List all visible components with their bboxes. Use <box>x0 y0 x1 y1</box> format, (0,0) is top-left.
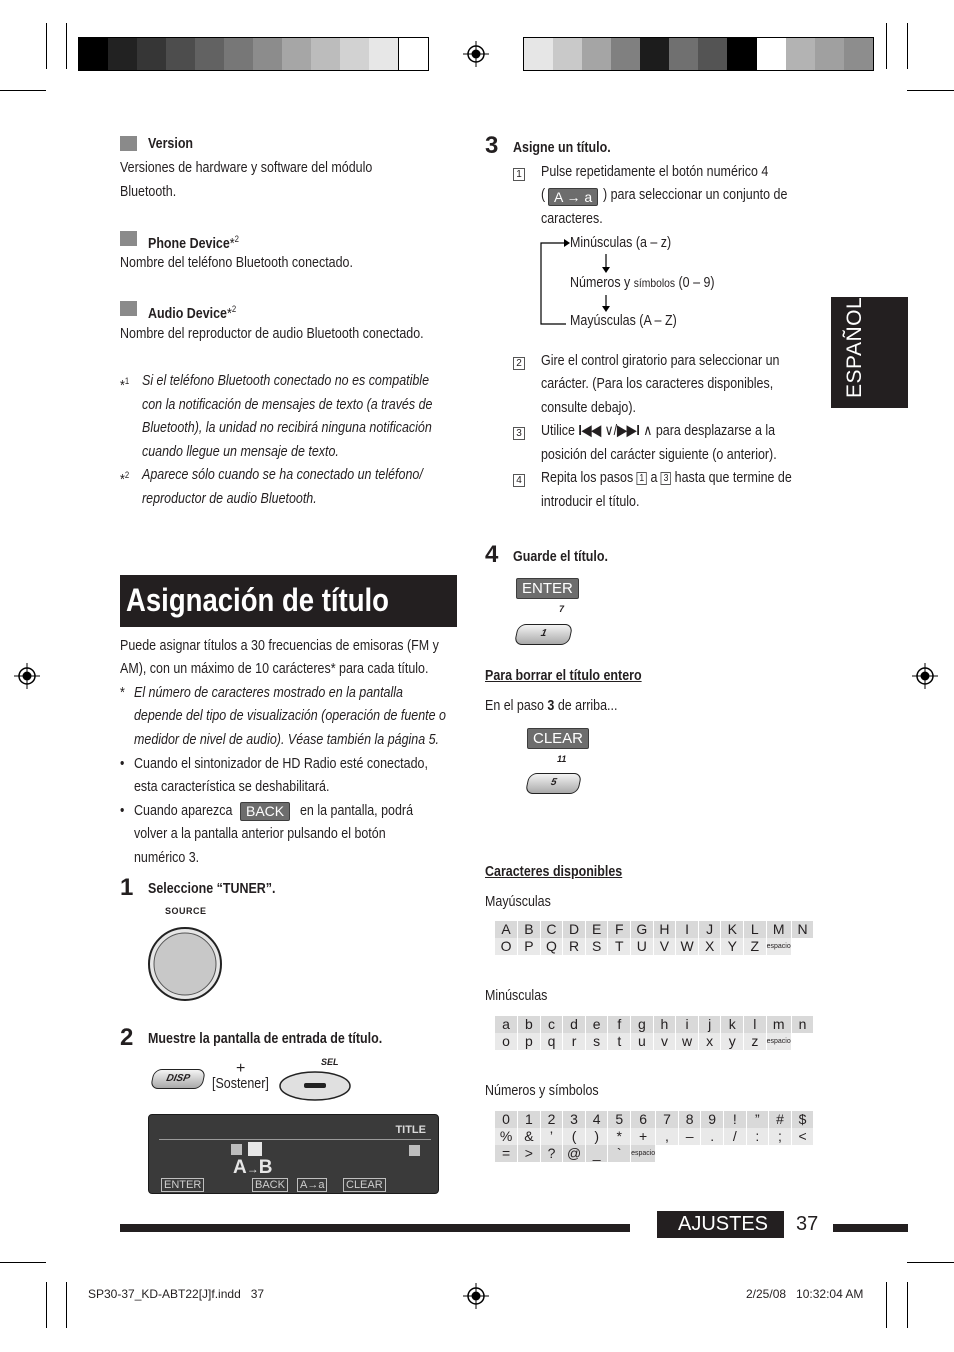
substep-num: 4 <box>513 471 525 489</box>
s3-3-line: posición del carácter siguiente (o anterior). <box>541 447 777 463</box>
note2-line: Aparece sólo cuando se ha conectado un teléfono/ <box>142 467 423 483</box>
footer-rule <box>833 1224 908 1232</box>
step4-text: Guarde el título. <box>513 549 608 565</box>
color-swatch <box>786 38 815 70</box>
footer-section: AJUSTES <box>678 1213 769 1235</box>
char-cell: 2 <box>540 1111 563 1128</box>
lcd-clear-label: CLEAR <box>343 1178 386 1192</box>
button-small-label: 11 <box>557 754 567 764</box>
s3-1-paren: ( <box>541 187 546 203</box>
rewind-icon: I◀◀ <box>578 423 602 439</box>
note-marker: *$^2$ <box>120 470 130 488</box>
char-cell: @ <box>563 1145 586 1162</box>
char-cell: M <box>766 921 791 938</box>
char-cell: A <box>495 921 518 938</box>
crop-mark <box>66 23 67 69</box>
bullet2-line: volver a la pantalla anterior pulsando el botón <box>134 826 386 842</box>
number-5-button[interactable]: 5 <box>525 773 582 794</box>
char-cell: s <box>585 1033 608 1050</box>
color-swatch <box>815 38 844 70</box>
lcd-title: TITLE <box>395 1124 426 1136</box>
char-cell: + <box>631 1128 656 1145</box>
step-number: 1 <box>120 874 134 901</box>
color-swatch <box>137 38 166 70</box>
substep-num: 3 <box>513 424 525 442</box>
char-cell: y <box>721 1033 744 1050</box>
char-cell: 1 <box>518 1111 541 1128</box>
substep-num: 1 <box>513 165 525 183</box>
char-cell: espacio <box>631 1145 656 1162</box>
crop-mark <box>66 1282 67 1328</box>
char-cell: n <box>791 1016 814 1033</box>
color-swatch <box>553 38 582 70</box>
char-cell: $ <box>791 1111 814 1128</box>
registration-mark-icon <box>912 663 938 689</box>
color-bar-right <box>523 37 874 71</box>
s3-2-line: carácter. (Para los caracteres disponibles, <box>541 376 774 392</box>
color-swatch <box>311 38 340 70</box>
char-cell: 5 <box>608 1111 631 1128</box>
footer-rule <box>120 1224 630 1232</box>
lcd-chars: A→B <box>233 1157 273 1178</box>
note1-line: Bluetooth), la unidad no recibirá ninguna notificación <box>142 420 432 436</box>
char-cell: I <box>676 921 699 938</box>
uppercase-label: Mayúsculas <box>485 894 551 910</box>
step-number: 3 <box>485 132 499 159</box>
square-bullet-icon <box>120 136 137 151</box>
color-swatch <box>640 38 669 70</box>
char-cell: d <box>563 1016 586 1033</box>
registration-mark-icon <box>463 41 489 67</box>
char-row <box>495 1145 814 1162</box>
chars-heading: Caracteres disponibles <box>485 864 623 880</box>
char-cell: H <box>653 921 676 938</box>
bullet1-line: Cuando el sintonizador de HD Radio esté conectado, <box>134 756 428 772</box>
s3-4-line: introducir el título. <box>541 494 640 510</box>
color-swatch <box>369 38 398 70</box>
bullet2-line: numérico 3. <box>134 850 200 866</box>
color-bar-left <box>78 37 429 71</box>
char-cell: v <box>653 1033 676 1050</box>
char-cell: N <box>791 921 814 938</box>
color-swatch <box>224 38 253 70</box>
plus-sign: + <box>236 1060 246 1077</box>
char-cell: O <box>495 938 518 955</box>
char-cell: / <box>723 1128 746 1145</box>
intro-note-line: medidor de nivel de audio). Véase también la página 5. <box>134 732 440 748</box>
sel-label: SEL <box>321 1057 339 1067</box>
step1-text: Seleccione “TUNER”. <box>148 881 276 897</box>
color-swatch <box>282 38 311 70</box>
char-cell: espacio <box>766 1033 791 1050</box>
slug-date: 2/25/08 10:32:04 AM <box>746 1287 864 1301</box>
char-cell: 6 <box>631 1111 656 1128</box>
char-cell: < <box>791 1128 814 1145</box>
square-bullet-icon <box>120 301 137 316</box>
char-cell: # <box>769 1111 792 1128</box>
step-number: 2 <box>120 1024 134 1051</box>
char-row <box>495 1033 814 1050</box>
lcd-cursor <box>248 1142 262 1156</box>
char-cell: m <box>766 1016 791 1033</box>
crop-mark <box>907 23 908 69</box>
char-cell: 4 <box>585 1111 608 1128</box>
char-cell: : <box>746 1128 769 1145</box>
color-swatch <box>756 38 786 70</box>
char-cell: ` <box>608 1145 631 1162</box>
char-row <box>495 921 814 938</box>
lcd-aa-label: A→a <box>297 1178 327 1192</box>
char-cell: , <box>656 1128 679 1145</box>
back-key-label: BACK <box>240 802 290 821</box>
note1-line: Si el teléfono Bluetooth conectado no es compatible <box>142 373 430 389</box>
chevron-down-icon: ∨ <box>604 423 614 439</box>
char-cell: V <box>653 938 676 955</box>
color-swatch <box>340 38 369 70</box>
crop-mark <box>0 1262 46 1263</box>
char-cell: F <box>608 921 631 938</box>
forward-icon: ▶▶I <box>617 423 640 439</box>
char-cell: c <box>540 1016 563 1033</box>
s3-2-line: consulte debajo). <box>541 400 636 416</box>
step2-text: Muestre la pantalla de entrada de título. <box>148 1031 383 1047</box>
char-cell: 0 <box>495 1111 518 1128</box>
intro-line: Puede asignar títulos a 30 frecuencias de emisoras (FM y <box>120 638 439 654</box>
page-number: 37 <box>796 1213 819 1235</box>
intro-note-line: El número de caracteres mostrado en la pantalla <box>134 685 403 701</box>
enter-key-label: ENTER <box>516 578 579 599</box>
crop-mark <box>907 1282 908 1328</box>
cycle-uppercase: Mayúsculas (A – Z) <box>570 313 677 329</box>
erase-text: En el paso 3 de arriba... <box>485 698 618 714</box>
phone-heading: Phone Device*$^2$ <box>148 234 239 252</box>
symbols-char-table <box>495 1111 814 1162</box>
registration-mark-icon <box>463 1283 489 1309</box>
char-row <box>495 938 814 955</box>
char-cell: C <box>540 921 563 938</box>
char-cell: T <box>608 938 631 955</box>
char-cell: r <box>563 1033 586 1050</box>
char-cell: q <box>540 1033 563 1050</box>
version-heading: Version <box>148 136 194 152</box>
s3-4-line: Repita los pasos 1 a 3 hasta que termine de <box>541 470 792 486</box>
char-cell: W <box>676 938 699 955</box>
char-cell: ” <box>746 1111 769 1128</box>
char-cell: = <box>495 1145 518 1162</box>
note-marker: * <box>120 685 125 701</box>
substep-num: 2 <box>513 354 525 372</box>
char-cell: S <box>585 938 608 955</box>
char-cell: Q <box>540 938 563 955</box>
color-swatch <box>195 38 224 70</box>
char-cell: * <box>608 1128 631 1145</box>
crop-mark <box>886 23 887 69</box>
crop-mark <box>46 1282 47 1328</box>
char-cell: G <box>631 921 654 938</box>
clear-key-label: CLEAR <box>527 728 589 749</box>
s3-1-line: Pulse repetidamente el botón numérico 4 <box>541 164 769 180</box>
color-swatch <box>524 38 553 70</box>
char-cell: h <box>653 1016 676 1033</box>
char-cell: k <box>721 1016 744 1033</box>
disp-button[interactable]: DISP <box>150 1069 206 1089</box>
char-cell: E <box>585 921 608 938</box>
char-cell: U <box>631 938 654 955</box>
color-swatch <box>698 38 727 70</box>
lcd-prev-icon <box>231 1144 242 1155</box>
char-cell: b <box>518 1016 541 1033</box>
char-cell: – <box>678 1128 701 1145</box>
color-swatch <box>166 38 195 70</box>
color-swatch <box>79 38 108 70</box>
lowercase-label: Minúsculas <box>485 988 548 1004</box>
char-cell: B <box>518 921 541 938</box>
cycle-numbers: Números y símbolos (0 – 9) <box>570 275 715 291</box>
char-row <box>495 1111 814 1128</box>
char-cell: l <box>744 1016 767 1033</box>
char-cell: t <box>608 1033 631 1050</box>
section-title: Asignación de título <box>126 582 389 618</box>
char-cell: g <box>631 1016 654 1033</box>
s3-1-line: ) para seleccionar un conjunto de <box>603 187 788 203</box>
note-marker: *$^1$ <box>120 376 130 394</box>
char-cell: ! <box>723 1111 746 1128</box>
char-cell: D <box>563 921 586 938</box>
char-cell: f <box>608 1016 631 1033</box>
char-cell: 3 <box>563 1111 586 1128</box>
a-to-a-key-label: A → a <box>548 188 598 206</box>
intro-note-line: depende del tipo de visualización (operación de fuente o <box>134 708 446 724</box>
char-cell: > <box>518 1145 541 1162</box>
lowercase-char-table <box>495 1016 814 1050</box>
char-row <box>495 1016 814 1033</box>
char-cell: espacio <box>766 938 791 955</box>
s3-2-line: Gire el control giratorio para seleccionar un <box>541 353 780 369</box>
language-tab-label: ESPAÑOL <box>843 296 866 398</box>
audio-heading: Audio Device*$^2$ <box>148 304 237 322</box>
note2-line: reproductor de audio Bluetooth. <box>142 491 317 507</box>
crop-mark <box>886 1282 887 1328</box>
number-1-button[interactable]: 1 <box>514 624 573 645</box>
char-cell: ; <box>769 1128 792 1145</box>
color-swatch <box>398 38 428 70</box>
version-line: Versiones de hardware y software del módulo <box>120 160 373 176</box>
uppercase-char-table <box>495 921 814 955</box>
source-knob-icon[interactable] <box>146 926 224 1002</box>
color-swatch <box>253 38 282 70</box>
char-cell: x <box>698 1033 721 1050</box>
char-cell: ( <box>563 1128 586 1145</box>
note1-line: con la notificación de mensajes de texto (a través de <box>142 397 433 413</box>
note1-line: cuando llegue un mensaje de texto. <box>142 444 339 460</box>
step3-text: Asigne un título. <box>513 140 611 156</box>
char-cell: ’ <box>540 1128 563 1145</box>
color-swatch <box>727 38 756 70</box>
bullet-dot: • <box>120 803 125 819</box>
char-cell: p <box>518 1033 541 1050</box>
char-cell: R <box>563 938 586 955</box>
crop-mark <box>46 23 47 69</box>
char-cell: % <box>495 1128 518 1145</box>
char-cell: o <box>495 1033 518 1050</box>
bullet2-pre: Cuando aparezca <box>134 803 233 819</box>
char-cell: 9 <box>701 1111 724 1128</box>
registration-mark-icon <box>14 663 40 689</box>
source-label: SOURCE <box>165 906 207 916</box>
crop-mark <box>907 1262 954 1263</box>
color-swatch <box>611 38 640 70</box>
color-swatch <box>108 38 137 70</box>
intro-line: AM), con un máximo de 10 carácteres* para cada título. <box>120 661 429 677</box>
chevron-up-icon: ∧ <box>643 423 653 439</box>
bullet1-line: esta característica se deshabilitará. <box>134 779 330 795</box>
s3-3-line: Utilice I◀◀ ∨/▶▶I ∧ para desplazarse a la <box>541 423 776 439</box>
char-cell: K <box>721 921 744 938</box>
char-cell: ? <box>540 1145 563 1162</box>
slug-file: SP30-37_KD-ABT22[J]f.indd 37 <box>88 1287 265 1301</box>
hold-label: [Sostener] <box>212 1076 269 1092</box>
phone-desc: Nombre del teléfono Bluetooth conectado. <box>120 255 353 271</box>
char-cell: . <box>701 1128 724 1145</box>
lcd-next-icon <box>409 1145 420 1156</box>
char-cell: Z <box>744 938 767 955</box>
char-cell: z <box>744 1033 767 1050</box>
char-cell: w <box>676 1033 699 1050</box>
lcd-back-label: BACK <box>252 1178 288 1192</box>
char-cell: i <box>676 1016 699 1033</box>
char-cell: j <box>698 1016 721 1033</box>
bullet2-post: en la pantalla, podrá <box>300 803 414 819</box>
symbols-label: Números y símbolos <box>485 1083 599 1099</box>
lcd-display <box>148 1114 439 1194</box>
square-bullet-icon <box>120 231 137 246</box>
button-small-label: 7 <box>559 604 565 614</box>
color-swatch <box>844 38 873 70</box>
version-line: Bluetooth. <box>120 184 177 200</box>
char-cell: a <box>495 1016 518 1033</box>
char-cell: 7 <box>656 1111 679 1128</box>
crop-mark <box>907 90 954 91</box>
char-cell: Y <box>721 938 744 955</box>
char-cell: e <box>585 1016 608 1033</box>
char-row <box>495 1128 814 1145</box>
audio-desc: Nombre del reproductor de audio Bluetooth conectado. <box>120 326 424 342</box>
cycle-lowercase: Minúsculas (a – z) <box>570 235 672 251</box>
char-cell: & <box>518 1128 541 1145</box>
erase-heading: Para borrar el título entero <box>485 668 642 684</box>
color-swatch <box>669 38 698 70</box>
lcd-enter-label: ENTER <box>161 1178 204 1192</box>
s3-1-line: caracteres. <box>541 211 603 227</box>
char-cell: X <box>698 938 721 955</box>
char-cell: ) <box>585 1128 608 1145</box>
lcd-divider <box>159 1139 431 1140</box>
crop-mark <box>0 90 46 91</box>
bullet-dot: • <box>120 756 125 772</box>
char-cell: J <box>698 921 721 938</box>
char-cell: _ <box>585 1145 608 1162</box>
char-cell: L <box>744 921 767 938</box>
char-cell: u <box>631 1033 654 1050</box>
color-swatch <box>582 38 611 70</box>
sel-knob-icon[interactable] <box>278 1070 352 1102</box>
char-cell: P <box>518 938 541 955</box>
char-cell: 8 <box>678 1111 701 1128</box>
step-number: 4 <box>485 541 499 568</box>
